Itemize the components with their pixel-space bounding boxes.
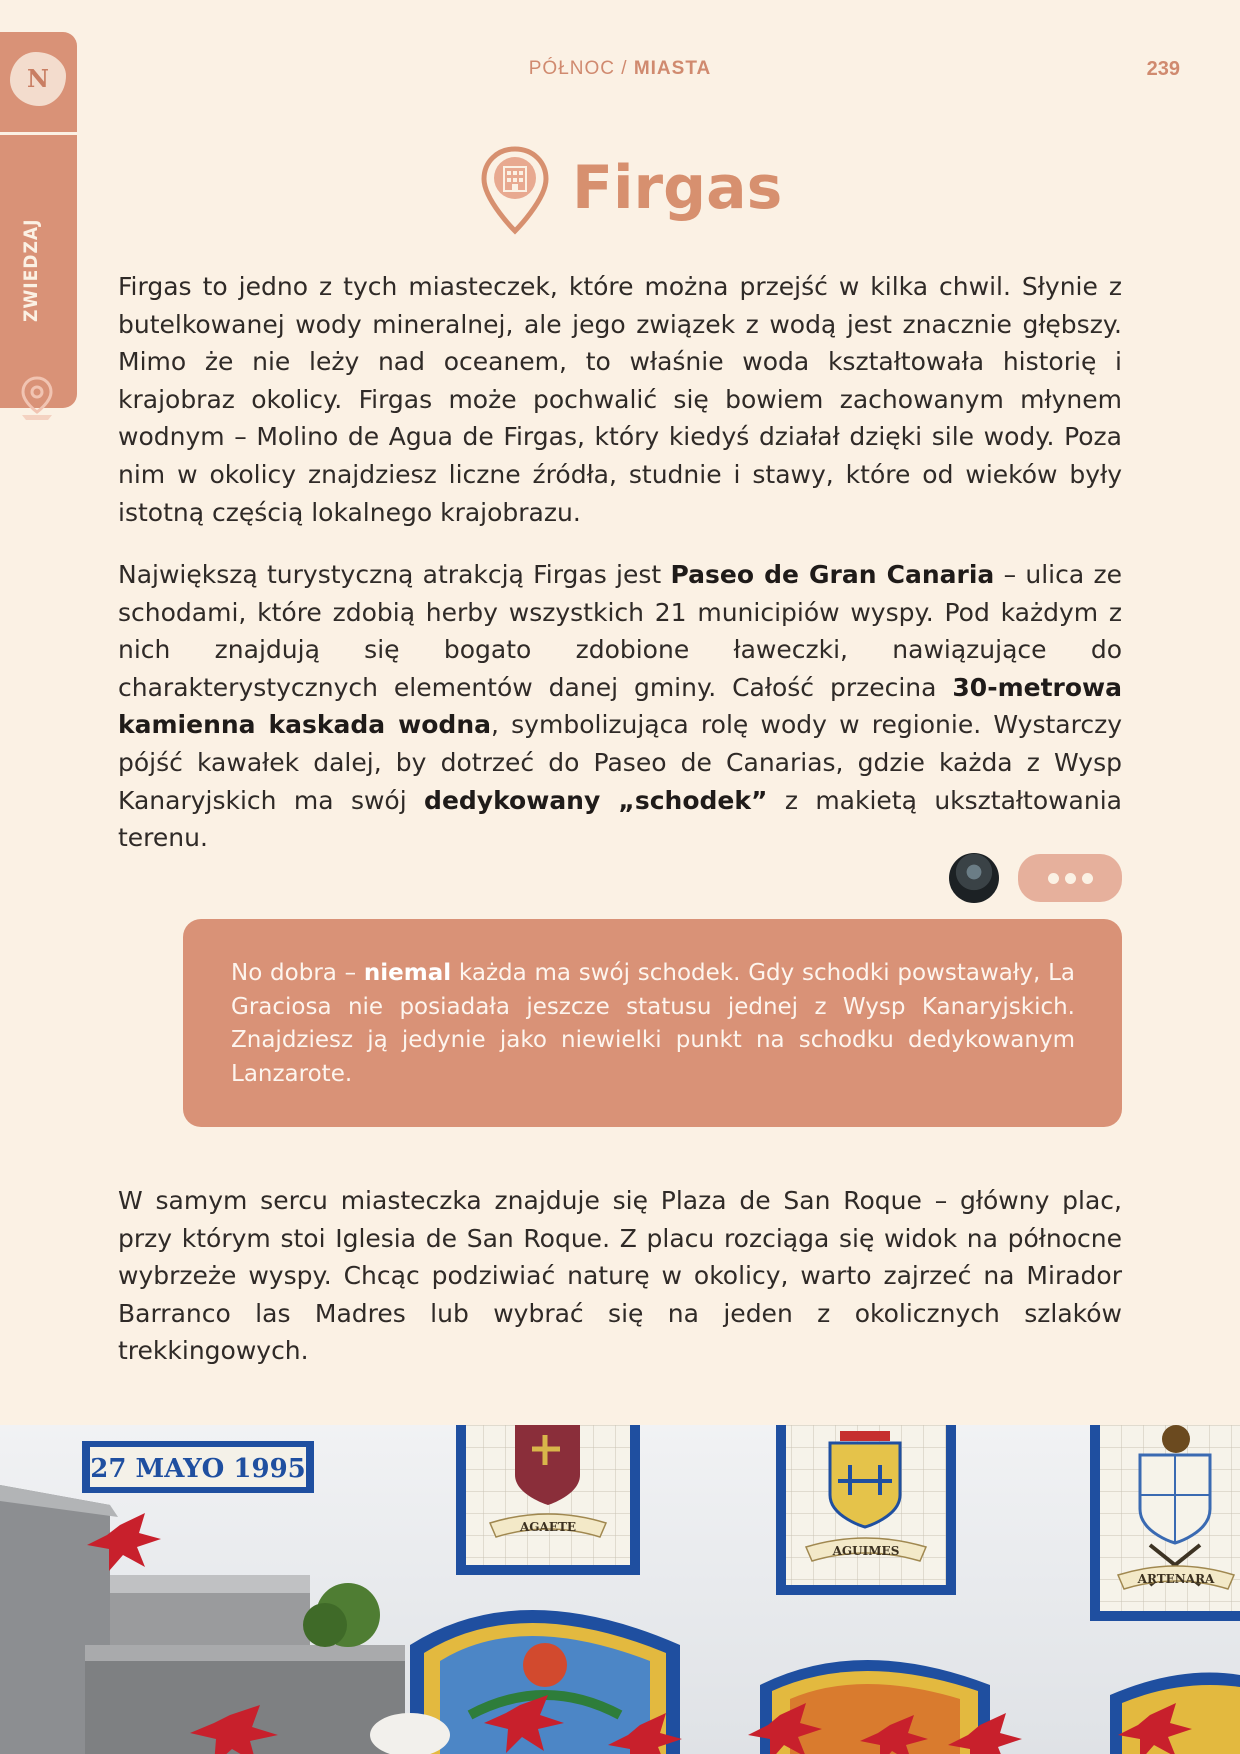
text-run: No dobra – — [231, 960, 364, 986]
text-run: każda ma swój schodek. Gdy schodki powstawały, La Graciosa nie posiadała jeszcze statusu jednej z Wysp Kanaryjskich. Znajdziesz ją jedynie jako niewielki punkt na schodku dedykowanym Lanzarote. — [231, 960, 1075, 1087]
page-number: 239 — [1146, 58, 1180, 80]
crest-panel — [456, 1425, 640, 1575]
typing-dot — [1082, 873, 1093, 884]
shrub — [303, 1603, 347, 1647]
chat-bubble — [183, 919, 1122, 1127]
bold-run: niemal — [363, 960, 452, 986]
section-label: ZWIEDZAJ — [20, 218, 42, 322]
region-letter: N — [27, 64, 49, 93]
paragraph-plaza: W samym sercu miasteczka znajduje się Plaza de San Roque – główny plac, przy którym stoi Iglesia de San Roque. Z placu rozciąga się widok na północne wybrzeże wyspy. Chcąc podziwiać naturę w okolicy, warto zajrzeć na Mirador Barranco las Madres lub wybrać się na jeden z okolicznych szlaków trekkingowych. — [118, 1186, 1122, 1366]
running-header-section: PÓŁNOC / — [528, 58, 634, 79]
building-pin-icon — [480, 145, 550, 235]
bold-run: Paseo de Gran Canaria — [670, 560, 995, 589]
region-badge — [0, 32, 77, 135]
paragraph-attractions — [118, 556, 1122, 857]
text-run: Największą turystyczną atrakcją Firgas jest — [118, 560, 671, 589]
date-plaque — [82, 1441, 314, 1493]
side-tab — [0, 32, 77, 408]
typing-dots-icon — [1018, 854, 1122, 902]
crest-panel — [1090, 1425, 1240, 1621]
map-pin-icon — [18, 375, 56, 421]
avatar — [949, 853, 999, 903]
crest-name: AGUIMES — [832, 1544, 900, 1558]
typing-dot — [1048, 873, 1059, 884]
date-plaque-text: 27 MAYO 1995 — [90, 1454, 306, 1484]
crest-name: ARTENARA — [1137, 1572, 1215, 1586]
text-run: – ulica ze schodami, które zdobią herby wszystkich 21 municipiów wyspy. Pod każdym z nich znajdują się bogato zdobione ławeczki, nawiązujące do charakterystycznych elementów danej gminy. Całość przecina — [118, 560, 1122, 702]
typing-dot — [1065, 873, 1076, 884]
page-title: Firgas — [572, 153, 783, 223]
chat-bubble-text — [231, 957, 1075, 1091]
text-run: , symbolizująca rolę wody w regionie. Wystarczy pójść kawałek dalej, by dotrzeć do Paseo de Canarias, gdzie każda z Wysp Kanaryjskich ma swój — [118, 710, 1122, 815]
bold-run: dedykowany „schodek” — [424, 785, 768, 815]
photo-illustration — [0, 1425, 1240, 1754]
crest-name: AGAETE — [519, 1520, 577, 1534]
bold-run: 30-metrowa kamienna kaskada wodna — [118, 672, 1122, 740]
running-header — [0, 58, 1240, 80]
text-run: z makietą ukształtowania terenu. — [118, 785, 1122, 853]
paragraph-intro: Firgas to jedno z tych miasteczek, które można przejść w kilka chwil. Słynie z butelkowanej wody mineralnej, ale jego związek z wodą jest znacznie głębszy. Mimo że nie leży nad oceanem, to właśnie woda kształtowała historię i krajobraz okolicy. Firgas może pochwalić się bowiem zachowanym młynem wodnym – Molino de Agua de Firgas, który kiedyś działał dzięki sile wody. Poza nim w okolicy znajdziesz liczne źródła, studnie i stawy, które od wieków były istotną częścią lokalnego krajobrazu. — [118, 272, 1122, 527]
running-header-subsection: MIASTA — [633, 58, 712, 79]
crest-panel — [776, 1425, 956, 1595]
photo-paseo-tiles — [0, 1425, 1240, 1754]
